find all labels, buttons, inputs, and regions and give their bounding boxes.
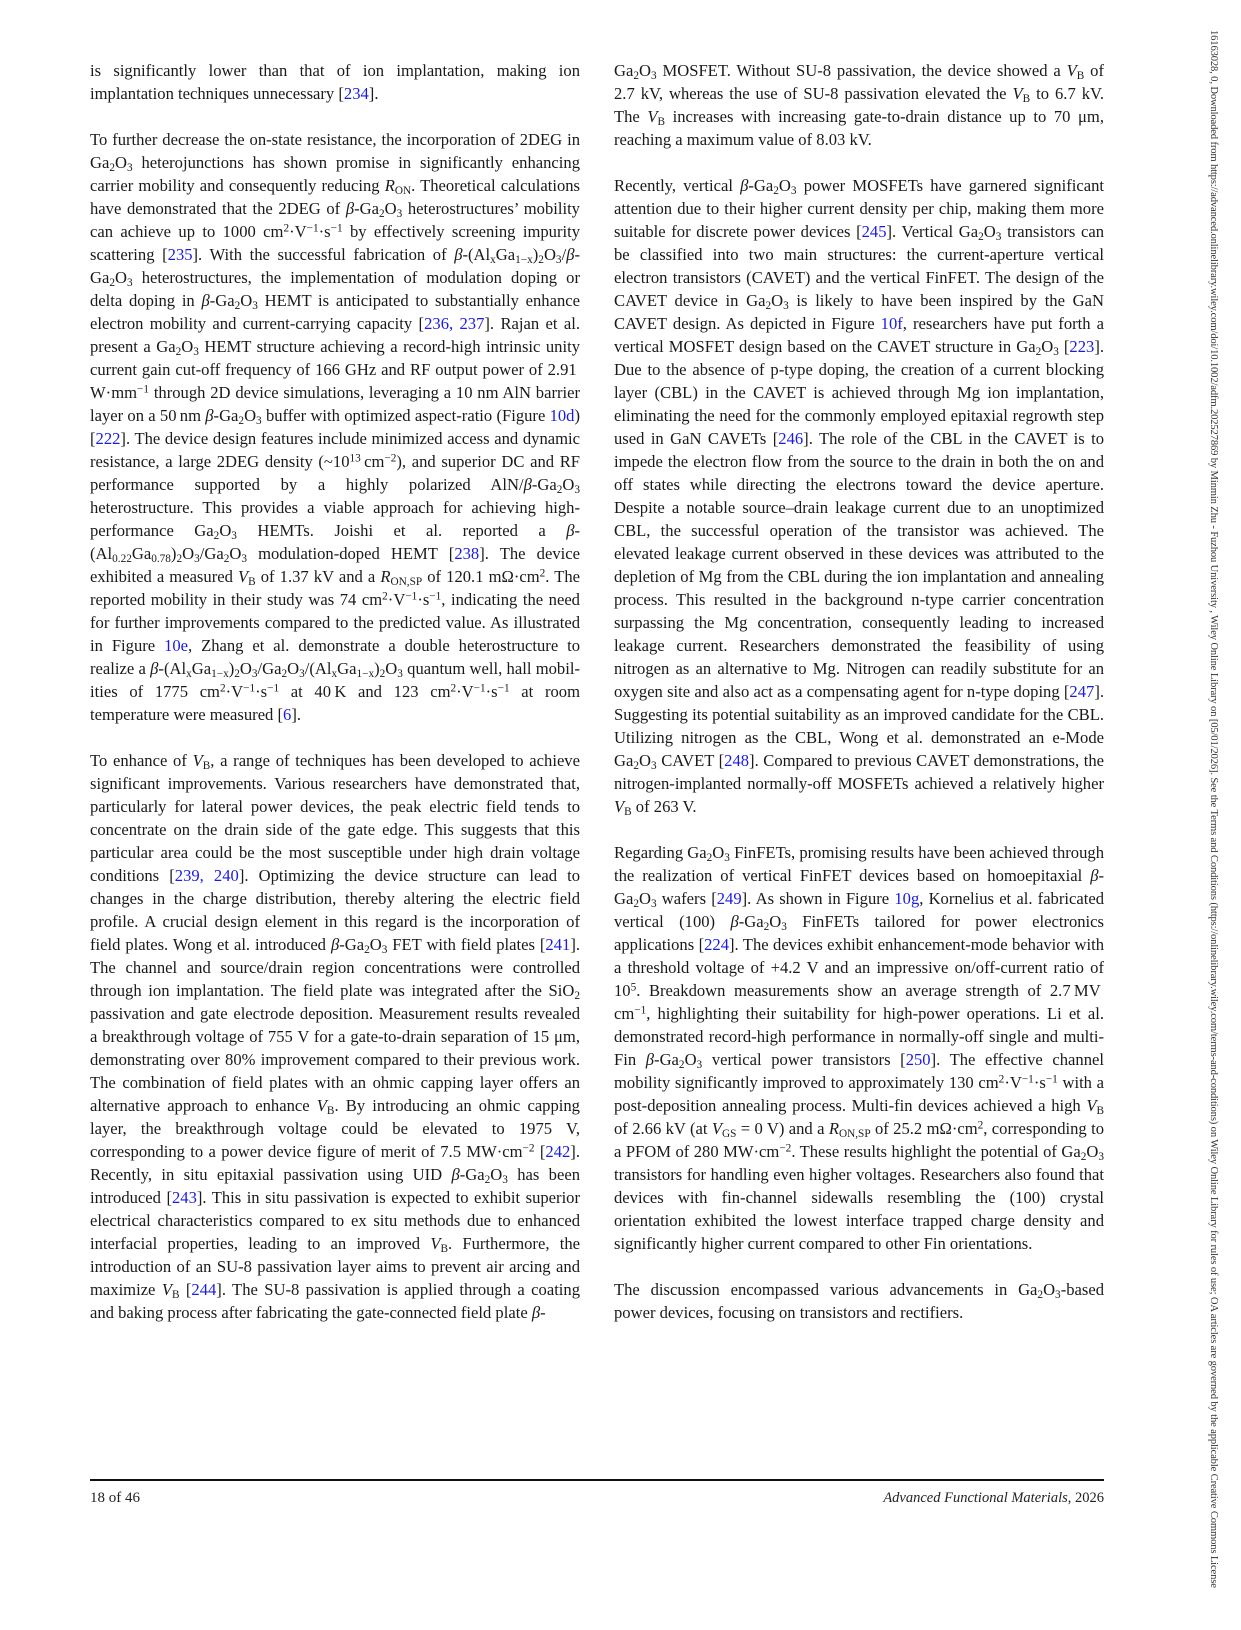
- subscript: 3: [574, 484, 580, 497]
- math-symbol: β: [451, 1165, 460, 1184]
- superscript: 13: [349, 452, 361, 465]
- citation-link[interactable]: 247: [1069, 682, 1095, 701]
- subscript: 2: [379, 668, 386, 681]
- subscript: 2: [213, 530, 220, 543]
- math-symbol: β: [201, 291, 210, 310]
- subscript: 1−x: [515, 254, 533, 267]
- subscript: 3: [1098, 1151, 1104, 1164]
- subscript: 3: [241, 553, 247, 566]
- superscript: 2: [539, 567, 546, 580]
- footer-divider: [90, 1479, 1104, 1481]
- subscript: 2: [484, 1174, 491, 1187]
- superscript: −1: [429, 590, 442, 603]
- superscript: −1: [497, 682, 510, 695]
- subscript: 3: [299, 668, 305, 681]
- subscript: 3: [724, 852, 730, 865]
- subscript: 3: [1055, 1289, 1061, 1302]
- subscript: 2: [678, 1059, 685, 1072]
- math-symbol: V: [1012, 84, 1023, 103]
- subscript: 2: [574, 990, 580, 1003]
- subscript: B: [1096, 1105, 1104, 1118]
- subscript: 3: [1053, 346, 1059, 359]
- subscript: 2: [763, 921, 770, 934]
- citation-link[interactable]: 249: [716, 889, 742, 908]
- citation-link[interactable]: 246: [778, 429, 804, 448]
- math-symbol: V: [161, 1280, 172, 1299]
- math-symbol: β: [740, 176, 749, 195]
- subscript: 3: [502, 1174, 508, 1187]
- citation-link[interactable]: 235: [167, 245, 193, 264]
- subscript: 2: [281, 668, 288, 681]
- citation-link[interactable]: 250: [905, 1050, 931, 1069]
- superscript: −1: [330, 222, 343, 235]
- math-symbol: V: [430, 1234, 441, 1253]
- subscript: 3: [781, 921, 787, 934]
- subscript: x: [490, 254, 496, 267]
- subscript: 2: [378, 208, 385, 221]
- superscript: 2: [998, 1073, 1005, 1086]
- subscript: 2: [1035, 346, 1042, 359]
- subscript: 3: [381, 944, 388, 957]
- superscript: 2: [450, 682, 457, 695]
- citation-link[interactable]: 10g: [894, 889, 920, 908]
- superscript: −2: [779, 1142, 792, 1155]
- math-symbol: V: [647, 107, 658, 126]
- superscript: −1: [1021, 1073, 1034, 1086]
- subscript: 2: [176, 553, 183, 566]
- subscript: 3: [650, 898, 657, 911]
- subscript: 1−x: [211, 668, 229, 681]
- subscript: 3: [650, 70, 657, 83]
- subscript: B: [657, 116, 666, 129]
- subscript: ON,SP: [838, 1128, 871, 1141]
- body-paragraph: To enhance of $V_B$, a range of techniques has been developed to achieve significant improvements. Various researchers have demonstrated that, particularly for lateral power devices, the peak electric field tends to concentrate on the drain side of the gate edge. This suggests that this particular area could be the most susceptible under high drain voltage conditions [239, 240]. Optimizing the device structure can lead to changes in the charge distribution, thereby altering the electric field profile. A crucial design element in this regard is the incorporation of field plates. Wong et al. introduced $\beta-Ga_2O_3$ FET with field plates [241]. The channel and source/drain region concentrations were controlled through ion implantation. The field plate was integrated after the SiO$_2$ passivation and gate electrode deposition. Measurement results revealed a breakthrough voltage of 755 V for a gate-to-drain separation of 15 μm, demonstrating over 80% improvement compared to their previous work. The combination of field plates with an ohmic capping layer offers an alternative approach to enhance $V_B$. By introducing an ohmic capping layer, the breakthrough voltage could be elevated to 1975 V, corresponding to a power device figure of merit of 7.5 $MW\cdot cm^{-2}$ [242]. Recently, in situ epitaxial passivation using UID $\beta-Ga_2O_3$ has been introduced [243]. This in situ passivation is expected to exhibit superior electrical characteristics compared to ex situ methods due to enhanced interfacial properties, leading to an improved $V_B$. Furthermore, the introduction of an SU-8 passivation layer aims to prevent air arcing and maximize $V_B$ [244]. The SU-8 passivation is applied through a coating and baking process after fabricating the gate-connected field plate β-: [90, 751, 581, 1322]
- superscript: 2: [219, 682, 226, 695]
- math-symbol: β: [523, 475, 532, 494]
- subscript: 3: [995, 231, 1002, 244]
- page-number: 18 of 46: [90, 1490, 140, 1506]
- math-symbol: β: [150, 659, 159, 678]
- math-symbol: β: [1090, 866, 1099, 885]
- subscript: 3: [231, 530, 237, 543]
- citation-link[interactable]: 238: [454, 544, 480, 563]
- math-symbol: β: [566, 521, 575, 540]
- download-license-notice: 16163028, 0, Downloaded from https://advanced.onlinelibrary.wiley.com/doi/10.1002/adfm.202527869 by Minmin Zhu - Fuzhou University , Wiley Online Library on [05/01/2026]. See the Terms and Conditions (https://onlinelibrary.wiley.com/terms-and-conditions) on Wiley Online Library for rules of use; OA articles are governed by the applicable Creative Commons License: [1208, 30, 1219, 1588]
- citation-link[interactable]: 10f: [880, 314, 903, 333]
- subscript: 3: [396, 208, 403, 221]
- journal-year: , 2026: [1067, 1490, 1104, 1506]
- math-symbol: V: [614, 797, 625, 816]
- subscript: 3: [790, 185, 797, 198]
- subscript: 3: [256, 415, 262, 428]
- subscript: 2: [234, 668, 240, 681]
- citation-link[interactable]: 6: [283, 705, 292, 724]
- math-symbol: β: [645, 1050, 655, 1069]
- math-symbol: V: [316, 1096, 327, 1115]
- citation-link[interactable]: 245: [861, 222, 887, 241]
- citation-link[interactable]: 234: [343, 84, 369, 103]
- math-symbol: β: [531, 1303, 541, 1322]
- subscript: B: [1022, 93, 1031, 106]
- math-symbol: β: [730, 912, 739, 931]
- subscript: 2: [364, 944, 370, 957]
- math-symbol: V: [1066, 61, 1077, 80]
- math-symbol: V: [192, 751, 203, 770]
- superscript: −1: [405, 590, 418, 603]
- math-symbol: β: [454, 245, 463, 264]
- math-symbol: β: [566, 245, 575, 264]
- subscript: B: [202, 760, 211, 773]
- superscript: −1: [243, 682, 256, 695]
- subscript: 2: [1037, 1289, 1044, 1302]
- subscript: 2: [633, 898, 639, 911]
- superscript: 2: [283, 222, 290, 235]
- body-paragraph: To further decrease the on-state resistance, the incorporation of 2DEG in $Ga_2O_3$ heterojunctions has shown promise in significantly enhancing carrier mobility and consequently reducing $R_{ON}$. Theoretical calculations have demonstrated that the 2DEG of $\beta-Ga_2O_3$ heterostructures’ mobility can achieve up to 1000 $cm^2\cdot V^{-1}\cdot s^{-1}$ by effectively screening impurity scattering [235]. With the successful fabrication of $\beta-(Al_xGa_{1-x})_2O_3/\beta-Ga_2O_3$ heterostructures, the implementation of modulation doping or delta doping in $\beta-Ga_2O_3$ HEMT is anticipated to substantially enhance electron mobility and current-carrying capacity [236, 237]. Rajan et al. present a $Ga_2O_3$ HEMT structure achieving a record-high intrinsic unity current gain cut-off frequency of 166 GHz and RF output power of 2.91 $W\cdot mm^{-1}$ through 2D device simulations, leveraging a 10 nm AlN barrier layer on a 50 nm $\beta-Ga_2O_3$ buffer with optimized aspect-ratio (Figure 10d) [222]. The device design features include minimized access and dynamic resistance, a large 2DEG density ($\sim 10^{13}$ $cm^{-2}$), and superior DC and RF performance supported by a highly polarized AlN/$\beta-Ga_2O_3$ heterostructure. This provides a viable approach for achieving high-performance $Ga_2O_3$ HEMTs. Joishi et al. reported a $\beta-(Al_{0.22}Ga_{0.78})_2O_3/Ga_2O_3$ modulation-doped HEMT [238]. The device exhibited a measured $V_B$ of 1.37 kV and a $R_{ON,SP}$ of 120.1 $m\Omega\cdot cm^2$. The reported mobility in their study was 74 $cm^2\cdot V^{-1}\cdot s^{-1}$, indicating the need for further improvements compared to the predicted value. As illustrated in Figure 10e, Zhang et al. demonstrate a double heterostructure to realize a $\beta-(Al_xGa_{1-x})_2O_3/Ga_2O_3/(Al_xGa_{1-x})_2O_3$ quantum well, hall mobilities of 1775 $cm^2\cdot V^{-1}\cdot s^{-1}$ at 40 K and 123 $cm^2\cdot V^{-1}\cdot s^{-1}$ at room temperature were measured [6].: [90, 130, 581, 724]
- subscript: 3: [397, 668, 403, 681]
- math-symbol: R: [380, 567, 391, 586]
- subscript: B: [1076, 70, 1085, 83]
- subscript: 3: [252, 300, 258, 313]
- superscript: −1: [473, 682, 486, 695]
- citation-link[interactable]: 239, 240: [174, 866, 239, 885]
- subscript: 2: [765, 300, 772, 313]
- subscript: 2: [633, 70, 639, 83]
- superscript: −1: [306, 222, 319, 235]
- subscript: B: [624, 806, 632, 819]
- journal-name: Advanced Functional Materials: [883, 1490, 1068, 1506]
- subscript: 2: [978, 231, 984, 244]
- subscript: 2: [109, 162, 115, 175]
- subscript: x: [331, 668, 338, 681]
- subscript: GS: [721, 1128, 737, 1141]
- citation-link[interactable]: 222: [95, 429, 121, 448]
- body-paragraph: Regarding $Ga_2O_3$ FinFETs, promising results have been achieved through the realization of vertical FinFET devices based on homoepitaxial $\beta-Ga_2O_3$ wafers [249]. As shown in Figure 10g, Kornelius et al. fabricated vertical (100) $\beta-Ga_2O_3$ FinFETs tailored for power electronics applications [224]. The devices exhibit enhancement-mode behavior with a threshold voltage of +4.2 V and an impressive on/off-current ratio of $10^5$. Breakdown measurements show an average strength of 2.7 MV $cm^{-1}$, highlighting their suitability for high-power operations. Li et al. demonstrated record-high performance in normally-off single and multi-Fin $\beta-Ga_2O_3$ vertical power transistors [250]. The effective channel mobility significantly improved to approximately 130 $cm^2\cdot V^{-1}\cdot s^{-1}$ with a post-deposition annealing process. Multi-fin devices achieved a high $V_B$ of 2.66 kV (at $V_{GS} = 0$ V) and a $R_{ON,SP}$ of 25.2 $m\Omega\cdot cm^2$, corresponding to a PFOM of 280 $MW\cdot cm^{-2}$. These results highlight the potential of $Ga_2O_3$ transistors for handling even higher voltages. Researchers also found that devices with fin-channel sidewalls resembling the (100) crystal orientation exhibited the lowest interface trapped charge density and significantly higher current compared to other Fin orientations.: [614, 843, 1104, 1253]
- subscript: 1−x: [356, 668, 375, 681]
- subscript: 3: [194, 553, 200, 566]
- left-column: [90, 59, 580, 1324]
- superscript: −2: [522, 1142, 535, 1155]
- subscript: 2: [238, 415, 245, 428]
- subscript: 3: [783, 300, 789, 313]
- superscript: 2: [977, 1119, 984, 1132]
- citation-link[interactable]: 241: [545, 935, 571, 954]
- math-symbol: β: [205, 406, 214, 425]
- superscript: −2: [384, 452, 397, 465]
- subscript: B: [248, 576, 256, 589]
- subscript: 3: [650, 760, 657, 773]
- subscript: 2: [223, 553, 230, 566]
- citation-link[interactable]: 244: [191, 1280, 217, 1299]
- subscript: B: [440, 1243, 448, 1256]
- math-symbol: β: [345, 199, 355, 218]
- body-paragraph: Recently, vertical $\beta-Ga_2O_3$ power MOSFETs have garnered significant attention due to their higher current density per chip, making them more suitable for discrete power devices [245]. Vertical $Ga_2O_3$ transistors can be classified into two main structures: the current-aperture vertical electron transistors (CAVET) and the vertical FinFET. The design of the CAVET device in $Ga_2O_3$ is likely to have been inspired by the GaN CAVET design. As depicted in Figure 10f, researchers have put forth a vertical MOSFET design based on the CAVET structure in $Ga_2O_3$ [223]. Due to the absence of p-type doping, the creation of a current blocking layer (CBL) in the CAVET is achieved through Mg ion implantation, eliminating the need for the commonly employed epitaxial regrowth step used in GaN CAVETs [246]. The role of the CBL in the CAVET is to impede the electron flow from the source to the drain in both the on and off states while directing the electrons toward the device aperture. Despite a notable source–drain leakage current due to an unoptimized CBL, the successful operation of the transistor was achieved. The elevated leakage current observed in these devices was attributed to the depletion of Mg from the CBL during the ion implantation and annealing process. This resulted in the background n-type carrier concentration surpassing the Mg concentration, consequently leading to increased leakage current. Researchers demonstrated the feasibility of using nitrogen as an alternative to Mg. Nitrogen can readily substitute for an oxygen site and also act as a compensating agent for n-type doping [247]. Suggesting its potential suitability as an improved candidate for the CBL. Utilizing nitrogen as the CBL, Wong et al. demonstrated an e-Mode $Ga_2O_3$ CAVET [248]. Compared to previous CAVET demonstrations, the nitrogen-implanted normally-off MOSFETs achieved a relatively higher $V_B$ of 263 V.: [614, 176, 1104, 819]
- subscript: 0.22: [112, 553, 132, 566]
- body-paragraph: $Ga_2O_3$ MOSFET. Without SU-8 passivation, the device showed a $V_B$ of 2.7 kV, whereas the use of SU-8 passivation elevated the $V_B$ to 6.7 kV. The $V_B$ increases with increasing gate-to-drain distance up to 70 μm, reaching a maximum value of 8.03 kV.: [614, 61, 1104, 149]
- subscript: ON: [394, 185, 412, 198]
- math-symbol: V: [1086, 1096, 1097, 1115]
- subscript: 3: [193, 346, 199, 359]
- superscript: −1: [634, 1004, 647, 1017]
- subscript: 2: [706, 852, 713, 865]
- superscript: 2: [382, 590, 388, 603]
- math-symbol: V: [711, 1119, 722, 1138]
- subscript: 2: [556, 484, 563, 497]
- subscript: B: [326, 1105, 335, 1118]
- citation-link[interactable]: 242: [545, 1142, 571, 1161]
- subscript: 3: [126, 277, 133, 290]
- subscript: 0.78: [151, 553, 171, 566]
- subscript: 2: [175, 346, 182, 359]
- superscript: 5: [630, 981, 637, 994]
- citation-link[interactable]: 248: [724, 751, 750, 770]
- subscript: 2: [109, 277, 115, 290]
- math-symbol: β: [330, 935, 340, 954]
- subscript: 3: [251, 668, 258, 681]
- subscript: 2: [633, 760, 639, 773]
- citation-link[interactable]: 236, 237: [424, 314, 485, 333]
- subscript: 2: [773, 185, 779, 198]
- subscript: 2: [1080, 1151, 1087, 1164]
- citation-link[interactable]: 224: [704, 935, 730, 954]
- math-symbol: R: [384, 176, 395, 195]
- subscript: ON,SP: [390, 576, 423, 589]
- superscript: −1: [137, 383, 150, 396]
- body-paragraph: is significantly lower than that of ion implantation, making ion implantation techniques unnecessary [234].: [90, 61, 580, 103]
- subscript: 3: [126, 162, 133, 175]
- subscript: 2: [538, 254, 544, 267]
- superscript: −1: [267, 682, 280, 695]
- right-column: [614, 59, 1104, 1324]
- subscript: B: [171, 1289, 180, 1302]
- body-paragraph: The discussion encompassed various advancements in $Ga_2O_3$-based power devices, focusing on transistors and rectifiers.: [614, 1280, 1104, 1322]
- subscript: 3: [696, 1059, 703, 1072]
- citation-link[interactable]: 243: [171, 1188, 197, 1207]
- superscript: −1: [1045, 1073, 1058, 1086]
- subscript: 3: [555, 254, 562, 267]
- subscript: 2: [234, 300, 241, 313]
- journal-citation: [883, 1490, 1104, 1507]
- math-symbol: R: [828, 1119, 839, 1138]
- citation-link[interactable]: 10e: [164, 636, 189, 655]
- citation-link[interactable]: 10d: [549, 406, 575, 425]
- subscript: x: [186, 668, 192, 681]
- math-symbol: V: [237, 567, 249, 586]
- citation-link[interactable]: 223: [1069, 337, 1095, 356]
